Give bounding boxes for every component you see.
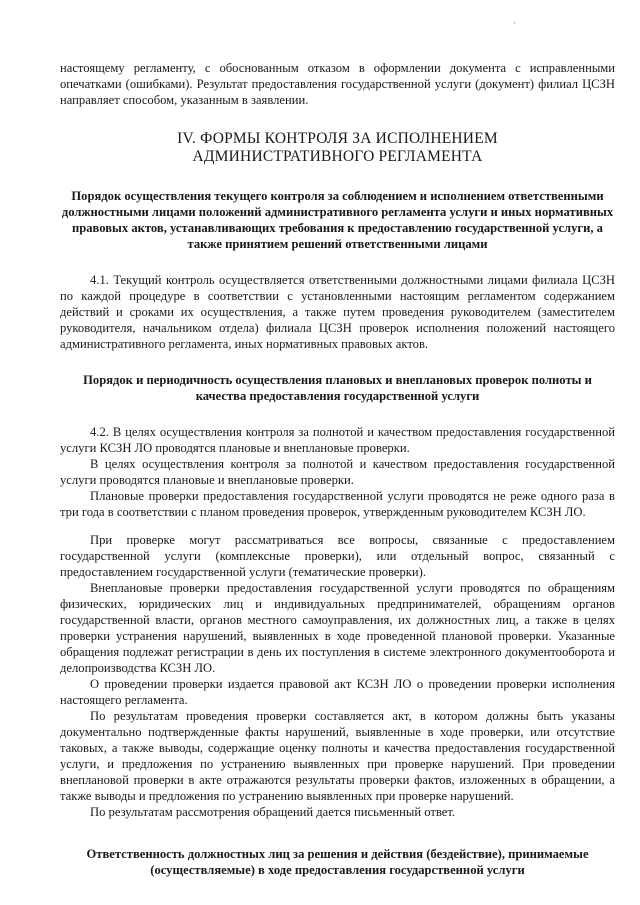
subheading-inspections: Порядок и периодичность осуществления плановых и внеплановых проверок полноты и качества предоставления государственной услуги (83, 373, 592, 403)
document-page (60, 60, 615, 878)
paragraph-inspection-scope: При проверке могут рассматриваться все вопросы, связанные с предоставлением государственной услуги (комплексные проверки), или отдельный вопрос, связанный с предоставлением государственной услуги (тематические проверки). (60, 533, 615, 579)
paragraph-written-reply: По результатам рассмотрения обращений дается письменный ответ. (90, 805, 456, 819)
intro-paragraph: настоящему регламенту, с обоснованным отказом в оформлении документа с исправленными опечатками (ошибками). Результат предоставления государственной услуги (документ) филиал ЦСЗН направляет способом, указанным в заявлении. (60, 61, 615, 107)
paragraph-control-purpose: В целях осуществления контроля за полнотой и качеством предоставления государственной услуги проводятся плановые и внеплановые проверки. (60, 457, 615, 487)
section-title-line1: IV. ФОРМЫ КОНТРОЛЯ ЗА ИСПОЛНЕНИЕМ (177, 130, 498, 147)
paragraph-4-2: 4.2. В целях осуществления контроля за полнотой и качеством предоставления государственной услуги КСЗН ЛО проводятся плановые и внеплановые проверки. (60, 425, 615, 455)
subheading-current-control: Порядок осуществления текущего контроля за соблюдением и исполнением ответственными должностными лицами положений административного регламента услуги и иных нормативных правовых актов, устанавливающих требования к предоставлению государственной услуги, а также принятием решений ответственными лицами (61, 189, 614, 251)
paragraph-inspection-results: По результатам проведения проверки составляется акт, в котором должны быть указаны документально подтвержденные факты нарушений, выявленные в ходе проверки, или отсутствие таковых, а также выводы, содержащие оценку полноты и качества предоставления государственной услуги, и предложения по устранению выявленных при проверке нарушений. При проведении внеплановой проверки в акте отражаются результаты проверки фактов, изложенных в обращении, а также выводы и предложения по устранению выявленных при проверке нарушений. (60, 709, 615, 803)
section-title (60, 130, 615, 166)
scan-mark: · (513, 18, 516, 28)
section-title-line2: АДМИНИСТРАТИВНОГО РЕГЛАМЕНТА (192, 148, 483, 165)
paragraph-unscheduled-inspections: Внеплановые проверки предоставления государственной услуги проводятся по обращениям физических, юридических лиц и индивидуальных предпринимателей, обращениям органов государственной власти, органов местного самоуправления, их должностных лиц, а также в целях проверки устранения нарушений, выявленных в ходе проведенной плановой проверки. Указанные обращения подлежат регистрации в день их поступления в системе электронного документооборота и делопроизводства КСЗН ЛО. (60, 581, 615, 675)
paragraph-4-1: 4.1. Текущий контроль осуществляется ответственными должностными лицами филиала ЦСЗН по каждой процедуре в соответствии с установленными настоящим регламентом содержанием действий и сроками их осуществления, а также путем проведения руководителем (заместителем руководителя, начальником отдела) филиала ЦСЗН проверок исполнения положений настоящего административного регламента, иных нормативных правовых актов. (60, 273, 615, 351)
paragraph-planned-inspections: Плановые проверки предоставления государственной услуги проводятся не реже одного раза в три года в соответствии с планом проведения проверок, утвержденным руководителем КСЗН ЛО. (60, 489, 615, 519)
subheading-responsibility: Ответственность должностных лиц за решения и действия (бездействие), принимаемые (осуществляемые) в ходе предоставления государственной услуги (86, 847, 589, 877)
paragraph-legal-act: О проведении проверки издается правовой акт КСЗН ЛО о проведении проверки исполнения настоящего регламента. (60, 677, 615, 707)
